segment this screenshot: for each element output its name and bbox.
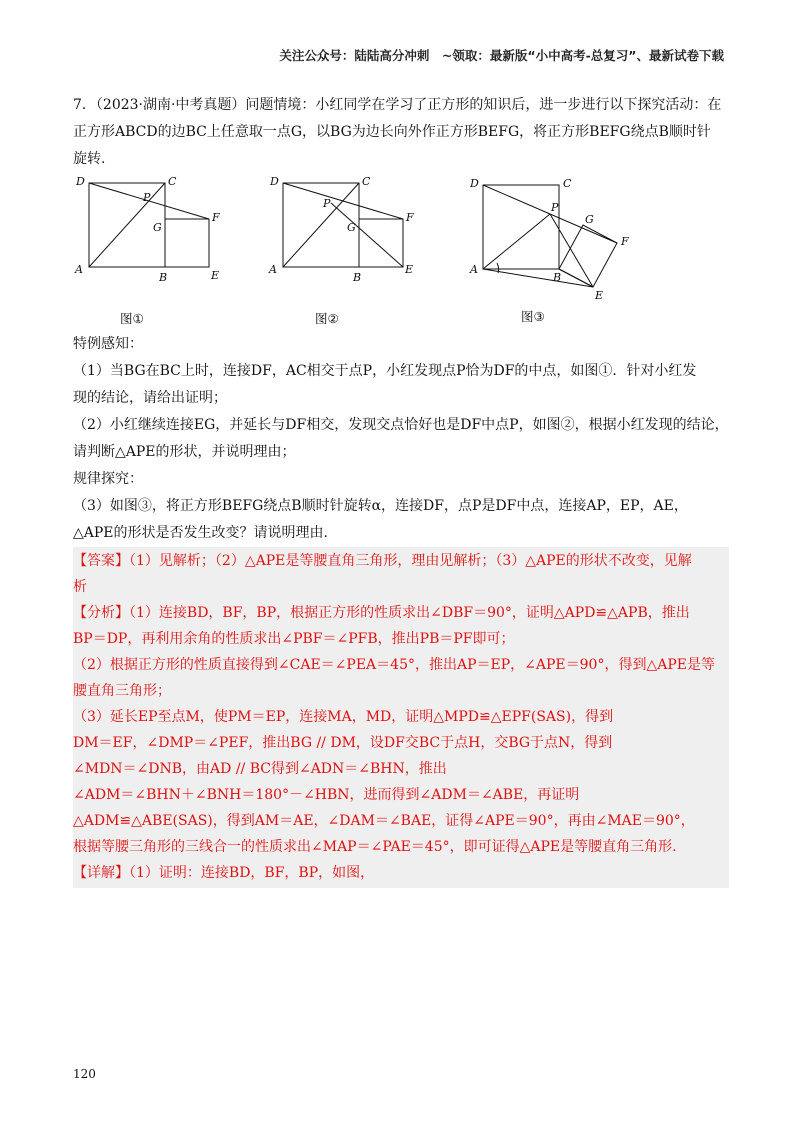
answer-line: 【分析】（1）连接BD，BF，BP，根据正方形的性质求出∠DBF＝90°，证明△APD≌△APB，推出 [73,605,690,621]
label-G: G [585,213,594,226]
label-G: G [153,221,162,234]
answer-block [73,547,729,888]
label-E: E [405,263,414,276]
answer-line: BP＝DP，再利用余角的性质求出∠PBF＝∠PFB，推出PB＝PF即可； [73,631,515,647]
label-F: F [406,211,414,224]
label-P: P [143,191,151,204]
answer-line: （2）根据正方形的性质直接得到∠CAE＝∠PEA＝45°，推出AP＝EP，∠APE＝90°，得到△APE是等 [73,657,715,673]
answer-line: 根据等腰三角形的三线合一的性质求出∠MAP＝∠PAE＝45°，即可证得△APE是等腰直角三角形. [73,839,677,855]
label-C: C [362,175,371,188]
question-body-line: （2）小红继续连接EG，并延长与DF相交，发现交点恰好也是DF中点P，如图②，根据小红发现的结论， [73,417,729,433]
label-P: P [551,201,559,214]
answer-line: △ADM≌△ABE(SAS)，得到AM＝AE，∠DAM＝∠BAE，证得∠APE＝90°，再由∠MAE＝90°， [73,813,695,829]
label-B: B [159,271,168,284]
question-body-line: 规律探究： [73,471,143,487]
label-F: F [212,211,220,224]
question-intro-line: 正方形ABCD的边BC上任意取一点G，以BG为边长向外作正方形BEFG，将正方形BEFG绕点B顺时针 [73,124,711,140]
question-content [73,92,729,888]
answer-line: 析 [73,579,87,595]
label-D: D [76,175,85,188]
question-intro-line: 旋转. [73,151,106,167]
answer-line: DM＝EF，∠DMP＝∠PEF，推出BG // DM，设DF交BC于点H，交BG于点N，得到 [73,735,613,751]
label-E: E [211,269,220,282]
question-intro-line: 7．（2023·湖南·中考真题）问题情境：小红同学在学习了正方形的知识后，进一步进行以下探究活动：在 [73,97,722,113]
question-body-line: 现的结论，请给出证明； [73,390,227,406]
label-A: A [269,263,277,276]
page-header: 关注公众号：陆陆高分冲刺 ~领取：最新版“小中高考-总复习”、最新试卷下载 [279,48,724,63]
answer-line: （3）延长EP至点M，使PM＝EP，连接MA，MD，证明△MPD≌△EPF(SAS)，得到 [73,709,614,725]
answer-line: 【详解】（1）证明：连接BD，BF，BP，如图， [73,865,375,881]
question-body-line: 特例感知： [73,336,143,352]
question-body-line: （3）如图③，将正方形BEFG绕点B顺时针旋转α，连接DF，点P是DF中点，连接AP，EP，AE， [73,498,688,514]
label-A: A [470,263,478,276]
figure-3-caption: 图③ [521,309,545,324]
figure-2 [267,175,427,305]
label-C: C [563,177,572,190]
page-number: 120 [73,1067,96,1081]
answer-line: ∠ADM＝∠BHN＋∠BNH＝180°－∠HBN，进而得到∠ADM＝∠ABE，再证明 [73,787,580,803]
answer-line: 腰直角三角形； [73,683,171,699]
label-P: P [323,197,331,210]
figure-1-caption: 图① [120,311,144,326]
figure-2-caption: 图② [315,311,339,326]
figure-1 [73,175,233,305]
label-A: A [75,263,83,276]
question-body-line: （1）当BG在BC上时，连接DF，AC相交于点P，小红发现点P恰为DF的中点，如图①．针对小红发 [73,363,697,379]
label-C: C [168,175,177,188]
question-body-line: △APE的形状是否发生改变？请说明理由. [73,525,328,541]
label-D: D [270,175,279,188]
label-F: F [621,235,629,248]
label-D: D [470,177,479,190]
figures-row [73,175,729,331]
label-G: G [347,221,356,234]
question-body-line: 请判断△APE的形状，并说明理由； [73,444,296,460]
label-B: B [353,271,362,284]
label-B: B [553,271,562,284]
figure-3 [465,175,645,315]
answer-line: 【答案】（1）见解析；（2）△APE是等腰直角三角形，理由见解析；（3）△APE的形状不改变，见解 [73,553,692,569]
label-E: E [595,289,604,302]
answer-line: ∠MDN＝∠DNB，由AD // BC得到∠ADN＝∠BHN，推出 [73,761,447,777]
